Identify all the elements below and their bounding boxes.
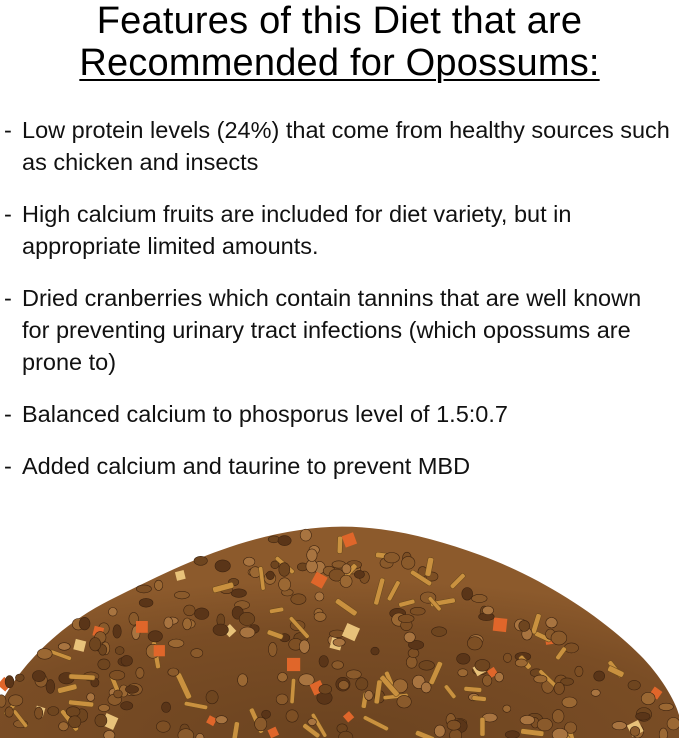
feature-text: Low protein levels (24%) that come from healthy sources such as chicken and insects	[22, 117, 670, 175]
kibble-piece	[421, 682, 431, 693]
kibble-piece	[591, 689, 600, 696]
kibble-piece	[354, 570, 364, 578]
kibble-piece	[346, 670, 361, 679]
kibble-piece	[69, 716, 81, 728]
kibble-piece	[384, 553, 399, 563]
kibble-piece	[268, 642, 277, 656]
kibble-piece	[239, 612, 255, 625]
kibble-piece	[342, 564, 351, 574]
feature-text: Balanced calcium to phosporus level of 1.5:0.7	[22, 401, 508, 427]
fruit-piece	[287, 658, 300, 671]
kibble-piece	[191, 649, 203, 658]
kibble-piece	[9, 695, 23, 706]
kibble-piece	[628, 680, 640, 690]
kibble-piece	[315, 592, 324, 601]
kibble-piece	[121, 702, 133, 710]
fruit-piece	[493, 617, 508, 632]
kibble-piece	[458, 669, 468, 677]
kibble-piece	[519, 620, 530, 631]
page-title	[0, 0, 679, 84]
mealworm-piece	[337, 536, 343, 553]
kibble-piece	[636, 712, 650, 720]
kibble-piece	[434, 725, 445, 737]
kibble-piece	[537, 718, 552, 731]
kibble-piece	[98, 705, 109, 712]
kibble-piece	[46, 680, 55, 694]
feature-item	[4, 114, 674, 178]
kibble-piece	[109, 608, 118, 617]
kibble-piece	[286, 710, 298, 722]
kibble-piece	[162, 702, 171, 712]
kibble-piece	[340, 575, 352, 587]
kibble-piece	[48, 707, 59, 716]
kibble-piece	[5, 707, 13, 717]
title-line-2: Recommended for Opossums:	[79, 42, 600, 84]
kibble-piece	[575, 666, 583, 676]
kibble-piece	[505, 731, 519, 738]
kibble-piece	[32, 671, 45, 682]
kibble-piece	[5, 676, 14, 688]
kibble-piece	[154, 580, 162, 590]
kibble-piece	[95, 714, 107, 727]
kibble-piece	[612, 722, 626, 730]
kibble-piece	[194, 556, 207, 565]
kibble-piece	[136, 668, 144, 679]
feature-dash: -	[4, 201, 12, 227]
feature-item	[4, 450, 674, 482]
feature-item	[4, 198, 674, 262]
kibble-piece	[432, 627, 447, 637]
kibble-piece	[667, 718, 679, 730]
feature-item	[4, 282, 674, 378]
kibble-piece	[238, 674, 248, 686]
kibble-piece	[333, 639, 345, 647]
kibble-piece	[546, 618, 557, 628]
kibble-piece	[278, 536, 291, 546]
kibble-piece	[58, 643, 70, 651]
kibble-piece	[308, 719, 317, 726]
kibble-piece	[402, 556, 415, 569]
kibble-piece	[90, 638, 101, 651]
kibble-piece	[552, 728, 568, 738]
kibble-piece	[534, 675, 547, 683]
kibble-piece	[216, 716, 228, 724]
kibble-piece	[365, 691, 374, 701]
kibble-piece	[551, 631, 567, 645]
kibble-piece	[174, 591, 189, 599]
kibble-piece	[148, 631, 162, 642]
kibble-piece	[314, 612, 326, 621]
feature-dash: -	[4, 117, 12, 143]
kibble-piece	[552, 710, 564, 723]
kibble-piece	[215, 560, 230, 572]
kibble-piece	[169, 639, 184, 647]
kibble-piece	[515, 659, 527, 667]
kibble-piece	[262, 710, 271, 718]
kibble-piece	[240, 627, 255, 638]
kibble-piece	[66, 707, 80, 717]
kibble-piece	[279, 563, 290, 577]
kibble-piece	[244, 557, 255, 566]
kibble-piece	[475, 659, 490, 671]
kibble-piece	[104, 731, 115, 738]
kibble-piece	[319, 656, 328, 668]
kibble-piece	[564, 643, 578, 653]
kibble-piece	[630, 726, 640, 736]
kibble-piece	[278, 673, 288, 682]
kibble-piece	[87, 693, 95, 701]
kibble-piece	[183, 618, 192, 630]
kibble-piece	[371, 647, 379, 655]
kibble-piece	[139, 598, 153, 607]
kibble-piece	[398, 615, 414, 623]
kibble-piece	[319, 684, 332, 694]
kibble-piece	[184, 605, 195, 616]
kibble-piece	[300, 529, 311, 541]
kibble-piece	[98, 659, 110, 670]
kibble-piece	[457, 653, 470, 664]
title-line-1: Features of this Diet that are	[96, 0, 583, 42]
kibble-piece	[136, 585, 151, 593]
kibble-piece	[659, 703, 673, 710]
kibble-piece	[472, 594, 488, 602]
kibble-piece	[467, 637, 482, 650]
kibble-piece	[59, 722, 69, 731]
kibble-piece	[279, 578, 291, 591]
feature-text: High calcium fruits are included for diet variety, but in appropriate limited amounts.	[22, 201, 572, 259]
kibble-piece	[114, 690, 123, 698]
kibble-piece	[291, 594, 306, 605]
kibble-piece	[125, 686, 138, 694]
kibble-piece	[15, 674, 24, 681]
kibble-piece	[356, 678, 368, 690]
kibble-piece	[659, 728, 667, 738]
kibble-piece	[115, 647, 124, 655]
kibble-piece	[168, 668, 179, 676]
kibble-piece	[594, 671, 605, 681]
kibble-piece	[121, 655, 132, 666]
kibble-piece	[554, 682, 564, 694]
kibble-piece	[404, 632, 415, 642]
feature-dash: -	[4, 453, 12, 479]
kibble-piece	[213, 624, 228, 636]
kibble-piece	[520, 715, 534, 724]
kibble-piece	[397, 695, 411, 708]
kibble-piece	[406, 656, 417, 668]
kibble-piece	[113, 625, 121, 638]
fruit-piece	[136, 621, 148, 633]
kibble-piece	[299, 640, 309, 653]
kibble-piece	[79, 617, 90, 630]
kibble-piece	[482, 606, 493, 615]
feature-text: Added calcium and taurine to prevent MBD	[22, 453, 471, 479]
kibble-piece	[419, 661, 435, 671]
kibble-piece	[37, 649, 52, 660]
kibble-piece	[562, 697, 577, 708]
kibble-piece	[35, 707, 43, 719]
kibble-piece	[156, 721, 170, 732]
kibble-piece	[503, 653, 511, 662]
kibble-piece	[307, 549, 317, 562]
kibble-piece	[276, 694, 288, 705]
kibble-piece	[338, 681, 349, 690]
food-pile-image	[0, 515, 679, 738]
kibble-piece	[495, 672, 504, 682]
kibble-piece	[231, 589, 246, 598]
feature-list	[4, 114, 674, 502]
mealworm-piece	[480, 717, 485, 736]
kibble-piece	[410, 607, 425, 615]
kibble-piece	[447, 720, 461, 730]
mealworm-piece	[69, 674, 95, 680]
kibble-piece	[206, 691, 218, 704]
feature-dash: -	[4, 401, 12, 427]
kibble-piece	[255, 717, 267, 731]
kibble-piece	[462, 588, 473, 601]
kibble-piece	[195, 608, 209, 620]
fruit-piece	[154, 645, 165, 656]
kibble-piece	[408, 649, 419, 658]
kibble-piece	[266, 571, 274, 580]
kibble-piece	[110, 670, 125, 680]
feature-item	[4, 398, 674, 430]
feature-text: Dried cranberries which contain tannins that are well known for preventing urinary tract infections (which opossums are prone to)	[22, 285, 642, 375]
kibble-piece	[332, 661, 344, 669]
kibble-piece	[483, 675, 492, 686]
kibble-piece	[503, 705, 511, 712]
kibble-piece	[164, 617, 173, 628]
feature-dash: -	[4, 285, 12, 311]
kibble-piece	[641, 692, 655, 704]
